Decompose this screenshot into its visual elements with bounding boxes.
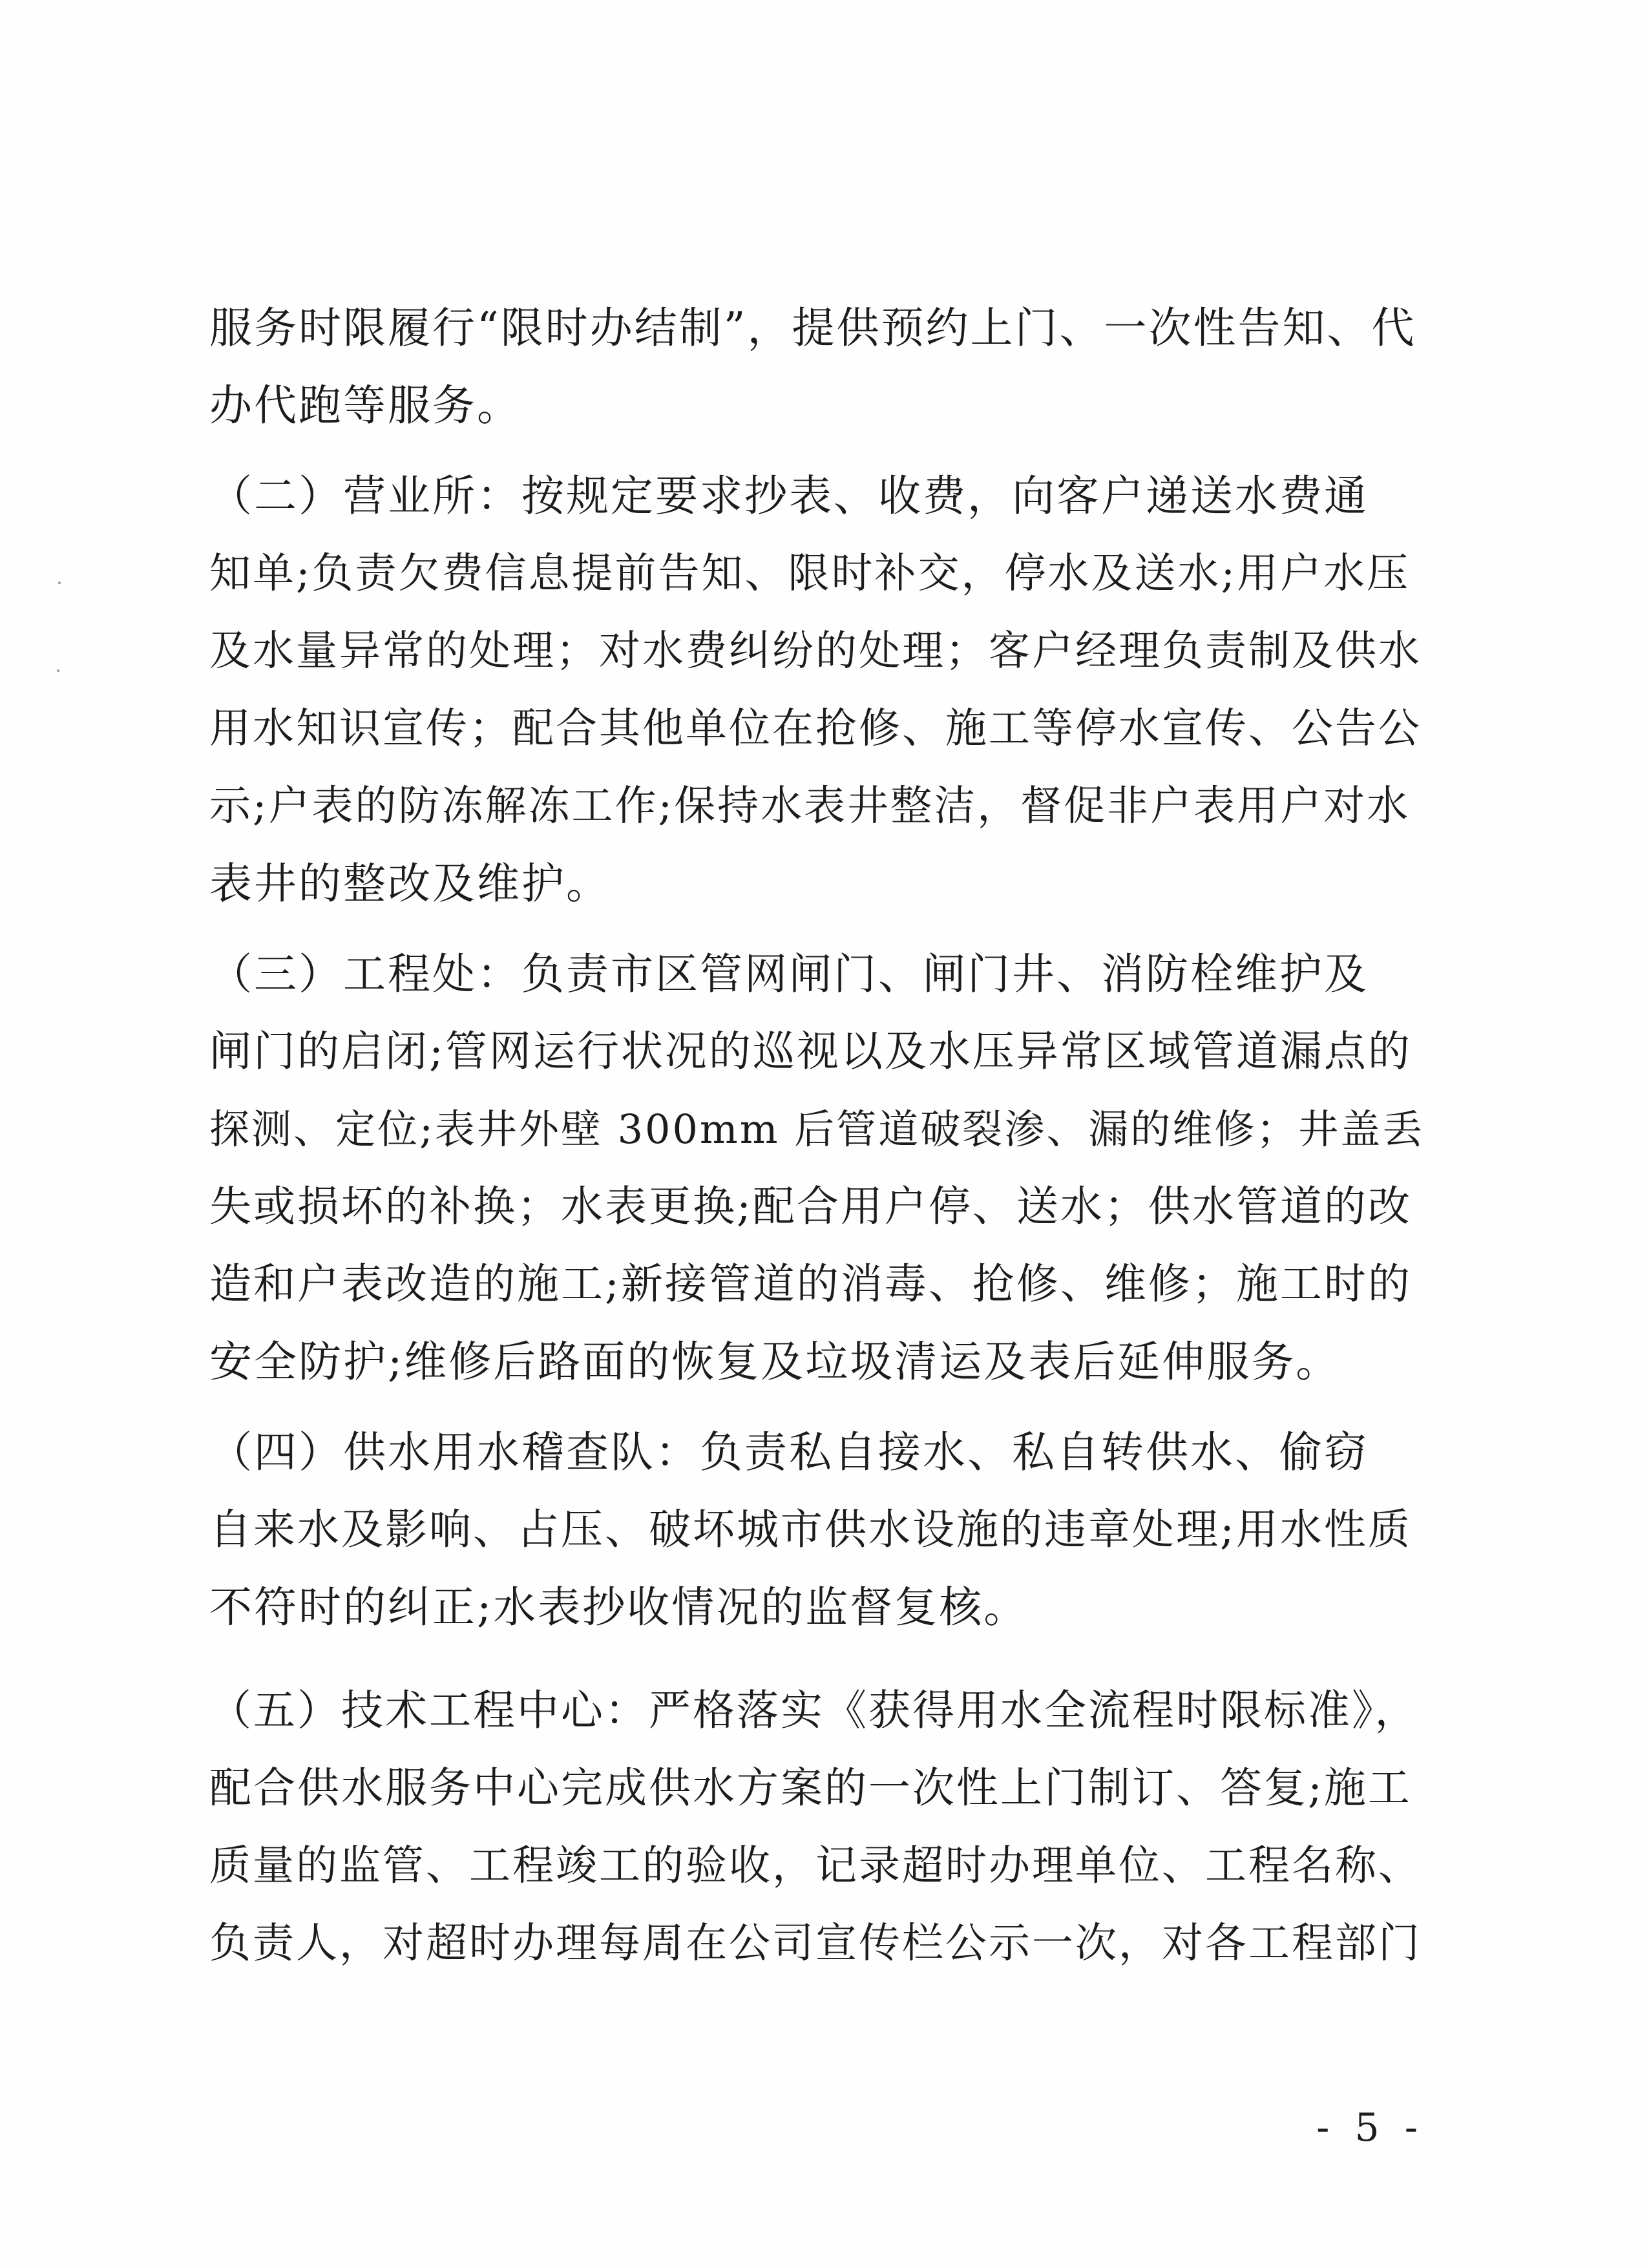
- text-line: 失或损坏的补换；水表更换;配合用户停、送水；供水管道的改: [209, 1182, 1412, 1231]
- document-body: [209, 289, 1424, 1982]
- text-line: （三）工程处：负责市区管网闸门、闸门井、消防栓维护及: [209, 949, 1369, 999]
- text-line: （五）技术工程中心：严格落实《获得用水全流程时限标准》，: [209, 1686, 1419, 1735]
- text-line: 办代跑等服务。: [209, 381, 521, 430]
- text-line: 及水量异常的处理；对水费纠纷的处理；客户经理负责制及供水: [209, 627, 1422, 675]
- text-line: 闸门的启闭;管网运行状况的巡视以及水压异常区域管道漏点的: [209, 1027, 1412, 1076]
- text-line: 知单;负责欠费信息提前告知、限时补交，停水及送水;用户水压: [209, 550, 1411, 598]
- text-line: 配合供水服务中心完成供水方案的一次性上门制订、答复;施工: [209, 1764, 1412, 1812]
- text-line: （二）营业所：按规定要求抄表、收费，向客户递送水费通: [209, 471, 1369, 521]
- text-line: 服务时限履行“限时办结制”，提供预约上门、一次性告知、代: [209, 303, 1416, 353]
- text-line: 不符时的纠正;水表抄收情况的监督复核。: [209, 1582, 1029, 1632]
- scan-speck: [57, 669, 59, 672]
- scan-speck: [58, 582, 61, 584]
- text-line: （四）供水用水稽查队：负责私自接水、私自转供水、偷窃: [209, 1427, 1369, 1477]
- text-line: 表井的整改及维护。: [209, 859, 611, 908]
- page-number: - 5 -: [1316, 2105, 1424, 2150]
- text-line: 造和户表改造的施工;新接管道的消毒、抢修、维修；施工时的: [209, 1260, 1412, 1308]
- text-line: 质量的监管、工程竣工的验收，记录超时办理单位、工程名称、: [209, 1842, 1422, 1890]
- text-line: 自来水及影响、占压、破坏城市供水设施的违章处理;用水性质: [209, 1506, 1412, 1554]
- text-line: 探测、定位;表井外壁 300mm 后管道破裂渗、漏的维修；井盖丢: [209, 1106, 1425, 1153]
- text-line: 用水知识宣传；配合其他单位在抢修、施工等停水宣传、公告公: [209, 705, 1422, 753]
- text-line: 负责人，对超时办理每周在公司宣传栏公示一次，对各工程部门: [209, 1920, 1422, 1968]
- text-line: 示;户表的防冻解冻工作;保持水表井整洁，督促非户表用户对水: [209, 782, 1411, 830]
- text-line: 安全防护;维修后路面的恢复及垃圾清运及表后延伸服务。: [209, 1337, 1341, 1387]
